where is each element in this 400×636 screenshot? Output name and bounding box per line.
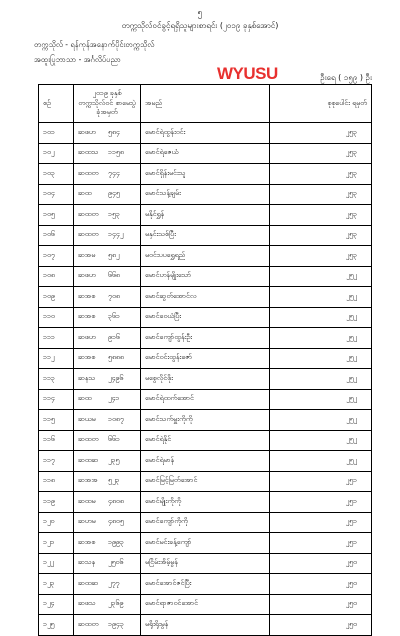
table-row bbox=[39, 266, 372, 287]
total-marks: ၂၅၁ bbox=[270, 471, 372, 492]
total-marks: ၂၅၃ bbox=[270, 225, 372, 246]
roll-class: ဆဖဟ bbox=[78, 271, 96, 280]
document-title: တက္ကသိုလ်ဝင်ခွင့်ရရှိသူများစာရင်း (၂၀၁၉ ခုနှစ်အောင်) bbox=[121, 21, 279, 30]
table-row bbox=[39, 184, 372, 205]
roll-digits: ၂၇၇ bbox=[108, 578, 120, 587]
student-name: မောင်မျိုးကိုကို bbox=[141, 492, 270, 513]
roll-class: ဆအစ bbox=[78, 537, 96, 546]
row-number: ၁၂၃ bbox=[39, 574, 74, 595]
roll-class: ဆအစ bbox=[78, 291, 96, 300]
table-row bbox=[39, 430, 372, 451]
roll-digits: ၁၄၄၂ bbox=[108, 230, 124, 239]
total-marks: ၂၅၃ bbox=[270, 205, 372, 226]
roll-number bbox=[74, 328, 141, 349]
roll-number bbox=[74, 492, 141, 513]
total-count: ဦးရေ ( ၁၅၉ ) ဦး bbox=[320, 73, 372, 82]
table-body bbox=[39, 123, 372, 636]
table-row bbox=[39, 410, 372, 431]
roll-class: ဆထ bbox=[78, 394, 92, 403]
row-number: ၁၁၂ bbox=[39, 348, 74, 369]
roll-class: ဆအစ bbox=[78, 353, 96, 362]
roll-number bbox=[74, 287, 141, 308]
row-number: ၁၁၈ bbox=[39, 471, 74, 492]
row-number: ၁၂၅ bbox=[39, 615, 74, 636]
row-number: ၁၁၉ bbox=[39, 492, 74, 513]
table-row bbox=[39, 533, 372, 554]
student-name: မနှင်းသစ်ပြီး bbox=[141, 225, 270, 246]
row-number: ၁၀၃ bbox=[39, 164, 74, 185]
roll-digits: ၂၅၀၆ bbox=[108, 558, 124, 567]
row-number: ၁၂၁ bbox=[39, 533, 74, 554]
row-number: ၁၀၆ bbox=[39, 225, 74, 246]
student-name: မငြိမ်းအိမ့်မွန် bbox=[141, 553, 270, 574]
table-row bbox=[39, 471, 372, 492]
roll-number bbox=[74, 348, 141, 369]
table-row bbox=[39, 164, 372, 185]
row-number: ၁၁၁ bbox=[39, 328, 74, 349]
roll-digits: ၉၄၅ bbox=[108, 189, 120, 198]
table-row bbox=[39, 143, 372, 164]
total-marks: ၂၅၃ bbox=[270, 184, 372, 205]
roll-class: ဆထဆ bbox=[78, 578, 99, 587]
roll-class: ဆထသ bbox=[78, 148, 99, 157]
student-name: မောင်ဆွတ်အောင်လ bbox=[141, 287, 270, 308]
roll-class: ဆထတ bbox=[78, 168, 99, 177]
table-row bbox=[39, 389, 372, 410]
roll-digits: ၁၁၅၈ bbox=[108, 148, 124, 157]
roll-number bbox=[74, 164, 141, 185]
roll-number bbox=[74, 389, 141, 410]
total-marks: ၂၅၀ bbox=[270, 553, 372, 574]
roll-class: ဆထတ bbox=[78, 209, 99, 218]
roll-class: ဆအမ bbox=[78, 250, 96, 259]
roll-digits: ၁၉၄၃ bbox=[108, 619, 124, 628]
university-line: တက္ကသိုလ် - ရန်ကုန်အနောက်ပိုင်းတက္ကသိုလ် bbox=[34, 40, 155, 49]
student-name: မောင်ရဲထက်အောင် bbox=[141, 389, 270, 410]
total-marks: ၂၅၂ bbox=[270, 266, 372, 287]
roll-class: ဆထတ bbox=[78, 435, 99, 444]
roll-class: ဆဖဟ bbox=[78, 127, 96, 136]
roll-number bbox=[74, 430, 141, 451]
row-number: ၁၂၀ bbox=[39, 512, 74, 533]
roll-class: ဆထတ bbox=[78, 619, 99, 628]
student-name: မောင်ဝေယံပြီး bbox=[141, 307, 270, 328]
student-name: မောင်မြင့်မြတ်အောင် bbox=[141, 471, 270, 492]
roll-class: ဆအစ bbox=[78, 312, 96, 321]
roll-number bbox=[74, 266, 141, 287]
roll-digits: ၄၈၀၅ bbox=[108, 517, 124, 526]
roll-digits: ၁၅၃ bbox=[108, 209, 120, 218]
roll-digits: ၂၄၁ bbox=[108, 394, 120, 403]
roll-digits: ၇၀၈ bbox=[108, 291, 120, 300]
row-number: ၁၁၃ bbox=[39, 369, 74, 390]
roll-class: ဆထ bbox=[78, 189, 92, 198]
roll-number bbox=[74, 553, 141, 574]
table-row bbox=[39, 369, 372, 390]
page-number: ၅ bbox=[197, 8, 203, 18]
watermark: WYUSU bbox=[217, 64, 278, 83]
roll-number bbox=[74, 369, 141, 390]
student-name: မောင်ရဲနိုင် bbox=[141, 430, 270, 451]
student-name: မရိုးရိုးမွန် bbox=[141, 615, 270, 636]
student-name: မဝင်းပပရွှေရည် bbox=[141, 246, 270, 267]
roll-number bbox=[74, 225, 141, 246]
row-number: ၁၁၆ bbox=[39, 430, 74, 451]
student-name: မောင်ရဲမာန် bbox=[141, 451, 270, 472]
table-row bbox=[39, 348, 372, 369]
row-number: ၁၁၅ bbox=[39, 410, 74, 431]
roll-number bbox=[74, 471, 141, 492]
roll-class: ဆထတ bbox=[78, 230, 99, 239]
total-marks: ၂၅၂ bbox=[270, 389, 372, 410]
student-name: မောင်ရှိန်းမင်းသူ bbox=[141, 164, 270, 185]
roll-number bbox=[74, 184, 141, 205]
student-name: မောင်ကျော်ထွန်းဦး bbox=[141, 328, 270, 349]
table-row bbox=[39, 512, 372, 533]
student-name: မောင်ဟန်မျိုးသော် bbox=[141, 266, 270, 287]
total-marks: ၂၅၃ bbox=[270, 246, 372, 267]
student-name: မောင်ကျော်ကိုကို bbox=[141, 512, 270, 533]
roll-number bbox=[74, 615, 141, 636]
total-marks: ၂၅၂ bbox=[270, 348, 372, 369]
total-marks: ၂၅၀ bbox=[270, 574, 372, 595]
total-marks: ၂၅၂ bbox=[270, 410, 372, 431]
total-marks: ၂၅၂ bbox=[270, 369, 372, 390]
roll-class: ဆဟမ bbox=[78, 517, 96, 526]
roll-number bbox=[74, 205, 141, 226]
table-row bbox=[39, 205, 372, 226]
roll-digits: ၅၂၃ bbox=[108, 476, 120, 485]
row-number: ၁၀၉ bbox=[39, 287, 74, 308]
roll-class: ဆယမ bbox=[78, 414, 96, 423]
roll-class: ဆထဆ bbox=[78, 455, 99, 464]
row-number: ၁၂၂ bbox=[39, 553, 74, 574]
student-name: မောင်ရဲထွန်းဝင်း bbox=[141, 123, 270, 144]
roll-number bbox=[74, 246, 141, 267]
table-row bbox=[39, 307, 372, 328]
total-marks: ၂၅၁ bbox=[270, 533, 372, 554]
table-row bbox=[39, 328, 372, 349]
row-number: ၁၀၇ bbox=[39, 246, 74, 267]
table-row bbox=[39, 492, 372, 513]
roll-number bbox=[74, 143, 141, 164]
roll-number bbox=[74, 451, 141, 472]
student-name: မောင်ဝင်းထွန်းဇော် bbox=[141, 348, 270, 369]
total-marks: ၂၅၁ bbox=[270, 512, 372, 533]
roll-number bbox=[74, 123, 141, 144]
table-row bbox=[39, 574, 372, 595]
row-number: ၁၀၂ bbox=[39, 143, 74, 164]
roll-digits: ၂၃၆၉ bbox=[108, 599, 124, 608]
student-name: မောင်သန့်ချမ်း bbox=[141, 184, 270, 205]
roll-number bbox=[74, 594, 141, 615]
table-row bbox=[39, 594, 372, 615]
roll-number bbox=[74, 512, 141, 533]
roll-number bbox=[74, 574, 141, 595]
header-roll: ၂၀၁၉ ခုနှစ် တက္ကသိုလ်ဝင် စာမေးပွဲခုံအမှတ် bbox=[74, 85, 141, 123]
row-number: ၁၁၇ bbox=[39, 451, 74, 472]
header-no: စဉ် bbox=[39, 85, 74, 123]
roll-digits: ၂၃၅ bbox=[108, 455, 120, 464]
total-marks: ၂၅၃ bbox=[270, 143, 372, 164]
table-row bbox=[39, 553, 372, 574]
total-marks: ၂၅၀ bbox=[270, 594, 372, 615]
row-number: ၁၀၈ bbox=[39, 266, 74, 287]
major-line: အထူးပြုဘာသာ - အင်္ဂလိပ်ပညာ bbox=[34, 55, 121, 64]
results-table bbox=[38, 84, 372, 636]
roll-digits: ၉၁၆ bbox=[108, 332, 120, 341]
total-marks: ၂၅၂ bbox=[270, 307, 372, 328]
row-number: ၁၀၁ bbox=[39, 123, 74, 144]
roll-number bbox=[74, 410, 141, 431]
roll-digits: ၁၉၉၃ bbox=[108, 537, 124, 546]
roll-number bbox=[74, 307, 141, 328]
total-marks: ၂၅၂ bbox=[270, 451, 372, 472]
roll-digits: ၅၈၂ bbox=[108, 250, 120, 259]
header-name: အမည် bbox=[141, 85, 270, 123]
total-marks: ၂၅၂ bbox=[270, 328, 372, 349]
total-marks: ၂၅၃ bbox=[270, 164, 372, 185]
total-marks: ၂၅၁ bbox=[270, 492, 372, 513]
roll-number bbox=[74, 533, 141, 554]
roll-class: ဆဖသ bbox=[78, 599, 96, 608]
row-number: ၁၀၅ bbox=[39, 205, 74, 226]
student-name: မောင်ရဲဇေယံ bbox=[141, 143, 270, 164]
roll-digits: ၃၆၁ bbox=[108, 312, 120, 321]
student-name: မစွေလိုင်ဖိုး bbox=[141, 369, 270, 390]
row-number: ၁၁၀ bbox=[39, 307, 74, 328]
student-name: မနိုင်ရွှန် bbox=[141, 205, 270, 226]
row-number: ၁၁၄ bbox=[39, 389, 74, 410]
roll-digits: ၅၈၈၈ bbox=[108, 353, 124, 362]
table-row bbox=[39, 615, 372, 636]
header-marks: စုစုပေါင်း ရမှတ် bbox=[270, 85, 372, 123]
roll-digits: ၁၀၈၇ bbox=[108, 414, 124, 423]
table-header-row bbox=[39, 85, 372, 123]
table-row bbox=[39, 451, 372, 472]
total-marks: ၂၅၀ bbox=[270, 615, 372, 636]
student-name: မောင်ရာဇာဝင်အောင် bbox=[141, 594, 270, 615]
total-marks: ၂၅၃ bbox=[270, 123, 372, 144]
student-name: မောင်အောင်ဇင်ပြီး bbox=[141, 574, 270, 595]
roll-class: ဆအအ bbox=[78, 476, 98, 485]
total-marks: ၂၅၂ bbox=[270, 287, 372, 308]
roll-digits: ၅၈၄ bbox=[108, 127, 120, 136]
row-number: ၁၀၄ bbox=[39, 184, 74, 205]
roll-digits: ၆၆၁ bbox=[108, 435, 120, 444]
roll-class: ဆနသ bbox=[78, 373, 96, 382]
roll-class: ဆဖဟ bbox=[78, 332, 96, 341]
roll-class: ဆထမ bbox=[78, 496, 96, 505]
roll-digits: ၄၈၀၈ bbox=[108, 496, 124, 505]
student-name: မောင်သက်မှူးကိုကို bbox=[141, 410, 270, 431]
total-marks: ၂၅၂ bbox=[270, 430, 372, 451]
student-name: မောင်မင်းခန့်ကျော် bbox=[141, 533, 270, 554]
table-row bbox=[39, 287, 372, 308]
row-number: ၁၂၄ bbox=[39, 594, 74, 615]
table-row bbox=[39, 123, 372, 144]
roll-digits: ၆၆၈ bbox=[108, 271, 120, 280]
roll-digits: ၇၄၄ bbox=[108, 168, 120, 177]
table-row bbox=[39, 225, 372, 246]
roll-digits: ၂၄၉၆ bbox=[108, 373, 124, 382]
roll-class: ဆသန bbox=[78, 558, 96, 567]
table-row bbox=[39, 246, 372, 267]
